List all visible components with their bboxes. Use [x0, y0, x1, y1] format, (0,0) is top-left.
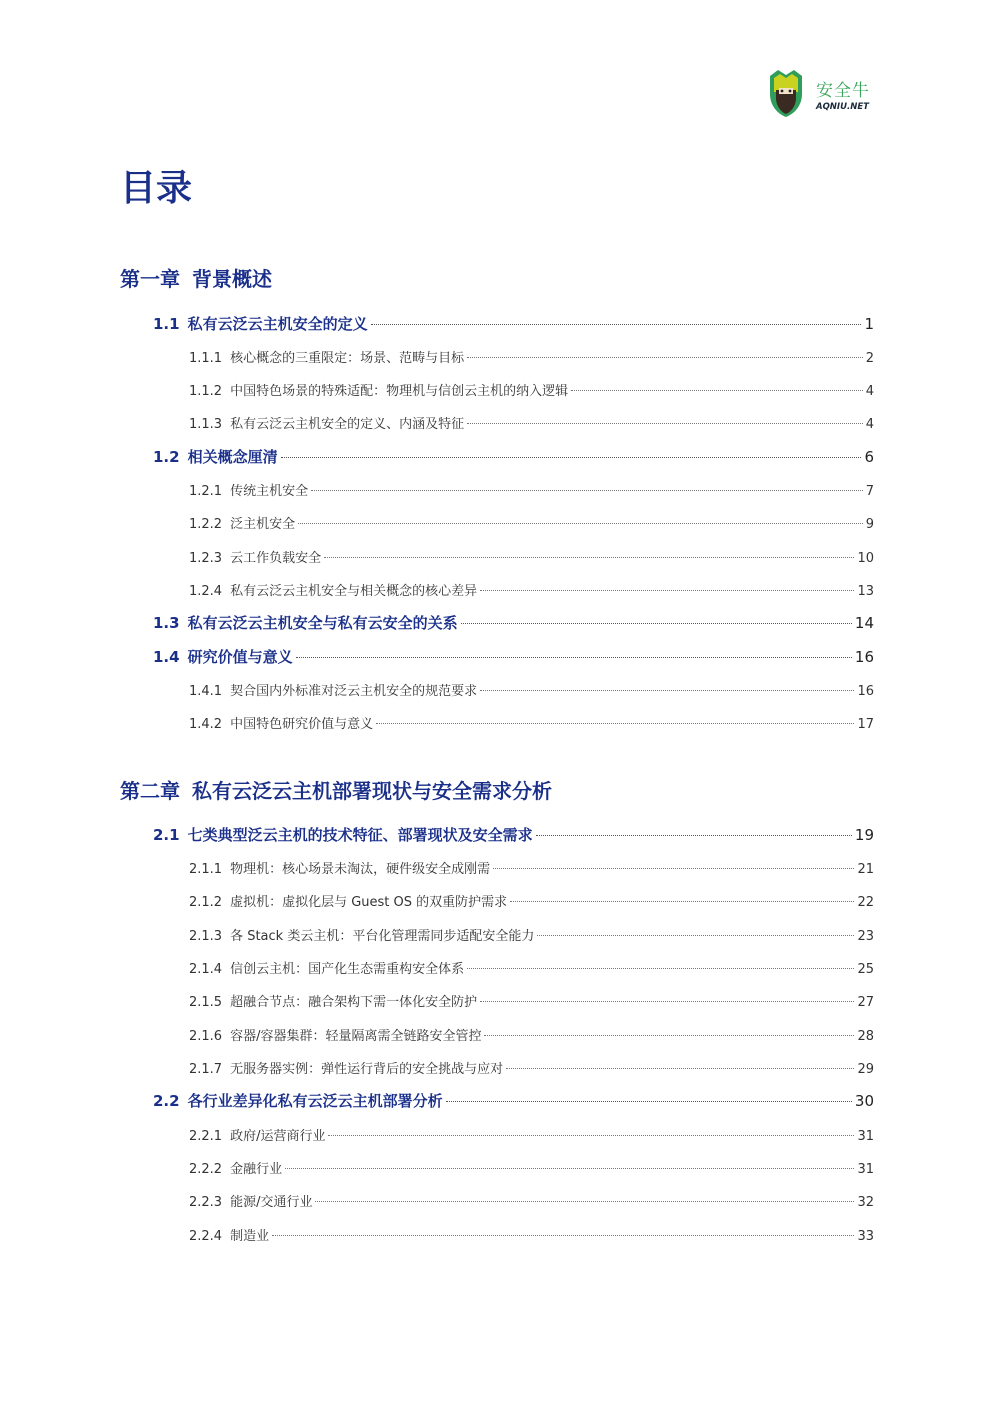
toc-entry-title: 私有云泛云主机安全的定义、内涵及特征	[230, 417, 465, 432]
toc-entry-title: 中国特色场景的特殊适配：物理机与信创云主机的纳入逻辑	[230, 384, 569, 399]
dot-leader	[536, 835, 852, 836]
toc-entry-number: 2.2.4	[189, 1229, 223, 1244]
toc-entry-title: 七类典型泛云主机的技术特征、部署现状及安全需求	[187, 826, 533, 844]
toc-entry-page: 19	[854, 826, 874, 844]
toc-entry-number: 1.1.2	[189, 384, 223, 399]
toc-entry-page: 4	[865, 417, 874, 432]
brand-logo	[766, 68, 886, 120]
toc-entry[interactable]	[189, 1025, 874, 1047]
toc-entry-page: 22	[857, 895, 874, 910]
toc-entry-title: 金融行业	[230, 1162, 283, 1177]
toc-entry-title: 物理机：核心场景未淘汰，硬件级安全成刚需	[230, 862, 491, 877]
toc-entry[interactable]	[189, 513, 874, 535]
toc-entry-number: 2.1.3	[189, 929, 223, 944]
dot-leader	[311, 490, 863, 491]
toc-entry-page: 31	[857, 1129, 874, 1144]
toc-entry-title: 私有云泛云主机安全的定义	[187, 315, 368, 333]
toc-entry-title: 私有云泛云主机安全与相关概念的核心差异	[230, 584, 478, 599]
toc-entry-number: 1.1.3	[189, 417, 223, 432]
dot-leader	[493, 868, 854, 869]
toc-entry-page: 21	[857, 862, 874, 877]
toc-entry-title: 契合国内外标准对泛云主机安全的规范要求	[230, 684, 478, 699]
chapter-number: 第二章	[120, 779, 180, 803]
dot-leader	[298, 523, 863, 524]
toc-entry-page: 7	[865, 484, 874, 499]
toc-entry-number: 1.4	[153, 648, 180, 666]
toc-entry[interactable]	[153, 1090, 874, 1112]
toc-entry-number: 1.2.2	[189, 517, 223, 532]
dot-leader	[537, 935, 854, 936]
toc-entry-page: 30	[854, 1092, 874, 1110]
page-title: 目录	[120, 168, 193, 209]
toc-entry-number: 1.2	[153, 448, 180, 466]
dot-leader	[484, 1035, 854, 1036]
toc-entry-page: 29	[857, 1062, 874, 1077]
toc-entry-number: 1.2.4	[189, 584, 223, 599]
toc-entry-title: 信创云主机：国产化生态需重构安全体系	[230, 962, 465, 977]
toc-entry-page: 25	[857, 962, 874, 977]
toc-entry[interactable]	[189, 580, 874, 602]
dot-leader	[315, 1201, 854, 1202]
dot-leader	[281, 457, 862, 458]
toc-entry[interactable]	[153, 824, 874, 846]
toc-entry-number: 2.2	[153, 1092, 180, 1110]
toc-entry[interactable]	[189, 380, 874, 402]
toc-entry-title: 政府/运营商行业	[230, 1129, 326, 1144]
toc-entry-title: 容器/容器集群：轻量隔离需全链路安全管控	[230, 1029, 482, 1044]
toc-entry[interactable]	[189, 413, 874, 435]
toc-entry-page: 1	[864, 315, 874, 333]
toc-entry[interactable]	[153, 646, 874, 668]
toc-entry[interactable]	[189, 713, 874, 735]
toc-entry-page: 14	[854, 614, 874, 632]
dot-leader	[272, 1235, 854, 1236]
toc-entry-title: 超融合节点：融合架构下需一体化安全防护	[230, 995, 478, 1010]
toc-entry-title: 制造业	[230, 1229, 270, 1244]
toc-entry-number: 1.4.2	[189, 717, 223, 732]
toc-entry-number: 1.2.1	[189, 484, 223, 499]
toc-entry-page: 9	[865, 517, 874, 532]
dot-leader	[506, 1068, 854, 1069]
toc-entry-page: 33	[857, 1229, 874, 1244]
toc-entry-title: 泛主机安全	[230, 517, 296, 532]
dot-leader	[371, 324, 862, 325]
toc-entry-title: 私有云泛云主机安全与私有云安全的关系	[187, 614, 458, 632]
toc-entry[interactable]	[189, 1125, 874, 1147]
dot-leader	[446, 1101, 852, 1102]
toc-entry-number: 1.1.1	[189, 351, 223, 366]
toc-entry[interactable]	[153, 446, 874, 468]
toc-entry-page: 6	[864, 448, 874, 466]
toc-entry-number: 2.1.6	[189, 1029, 223, 1044]
dot-leader	[467, 357, 863, 358]
toc-entry[interactable]	[189, 1191, 874, 1213]
warrior-shield-icon	[766, 68, 806, 118]
toc-entry-page: 13	[857, 584, 874, 599]
toc-entry-title: 核心概念的三重限定：场景、范畴与目标	[230, 351, 465, 366]
toc-entry-number: 2.2.3	[189, 1195, 223, 1210]
toc-entry-number: 2.1.1	[189, 862, 223, 877]
dot-leader	[571, 390, 863, 391]
toc-entry-title: 无服务器实例：弹性运行背后的安全挑战与应对	[230, 1062, 504, 1077]
dot-leader	[480, 690, 854, 691]
toc-entry-title: 研究价值与意义	[187, 648, 293, 666]
toc-entry-number: 1.2.3	[189, 551, 223, 566]
toc-entry-page: 31	[857, 1162, 874, 1177]
toc-entry[interactable]	[189, 891, 874, 913]
toc-entry-title: 各行业差异化私有云泛云主机部署分析	[187, 1092, 443, 1110]
toc-entry[interactable]	[189, 480, 874, 502]
toc-entry[interactable]	[189, 1058, 874, 1080]
toc-entry[interactable]	[189, 958, 874, 980]
toc-entry[interactable]	[189, 680, 874, 702]
dot-leader	[296, 657, 852, 658]
toc-entry[interactable]	[189, 1225, 874, 1247]
toc-entry[interactable]	[189, 925, 874, 947]
toc-entry-number: 1.1	[153, 315, 180, 333]
logo-text: 安全牛	[816, 81, 870, 101]
chapter-title: 私有云泛云主机部署现状与安全需求分析	[192, 779, 552, 803]
toc-entry[interactable]	[189, 1158, 874, 1180]
toc-entry-number: 1.3	[153, 614, 180, 632]
dot-leader	[480, 590, 854, 591]
toc-entry-number: 2.1.5	[189, 995, 223, 1010]
dot-leader	[461, 623, 852, 624]
toc-entry-page: 16	[854, 648, 874, 666]
toc-entry-page: 17	[857, 717, 874, 732]
toc-entry-number: 2.1.4	[189, 962, 223, 977]
toc-entry-number: 2.2.1	[189, 1129, 223, 1144]
dot-leader	[510, 901, 854, 902]
toc-entry-page: 28	[857, 1029, 874, 1044]
toc-entry[interactable]	[189, 547, 874, 569]
dot-leader	[324, 557, 854, 558]
toc-entry-page: 16	[857, 684, 874, 699]
toc-entry-title: 各 Stack 类云主机：平台化管理需同步适配安全能力	[230, 929, 535, 944]
chapter-title: 背景概述	[192, 267, 272, 291]
toc-entry-page: 4	[865, 384, 874, 399]
dot-leader	[328, 1135, 854, 1136]
dot-leader	[285, 1168, 854, 1169]
dot-leader	[467, 423, 863, 424]
toc-entry[interactable]	[189, 347, 874, 369]
toc-entry-number: 2.1.7	[189, 1062, 223, 1077]
chapter-heading	[120, 775, 552, 804]
dot-leader	[480, 1001, 854, 1002]
toc-entry-page: 2	[865, 351, 874, 366]
toc-entry-number: 2.2.2	[189, 1162, 223, 1177]
toc-entry-page: 10	[857, 551, 874, 566]
logo-subtext: AQNIU.NET	[816, 102, 869, 112]
toc-entry-title: 云工作负载安全	[230, 551, 322, 566]
dot-leader	[376, 723, 854, 724]
chapter-number: 第一章	[120, 267, 180, 291]
chapter-heading	[120, 263, 272, 292]
toc-entry-title: 中国特色研究价值与意义	[230, 717, 374, 732]
toc-entry-number: 2.1	[153, 826, 180, 844]
toc-entry-page: 27	[857, 995, 874, 1010]
toc-entry-title: 能源/交通行业	[230, 1195, 313, 1210]
toc-entry-page: 32	[857, 1195, 874, 1210]
toc-entry-title: 相关概念厘清	[187, 448, 278, 466]
toc-entry-page: 23	[857, 929, 874, 944]
toc-entry[interactable]	[153, 612, 874, 634]
toc-entry[interactable]	[189, 991, 874, 1013]
dot-leader	[467, 968, 854, 969]
toc-entry[interactable]	[189, 858, 874, 880]
toc-entry-number: 1.4.1	[189, 684, 223, 699]
toc-entry[interactable]	[153, 313, 874, 335]
toc-entry-number: 2.1.2	[189, 895, 223, 910]
toc-entry-title: 传统主机安全	[230, 484, 309, 499]
toc-entry-title: 虚拟机：虚拟化层与 Guest OS 的双重防护需求	[230, 895, 508, 910]
